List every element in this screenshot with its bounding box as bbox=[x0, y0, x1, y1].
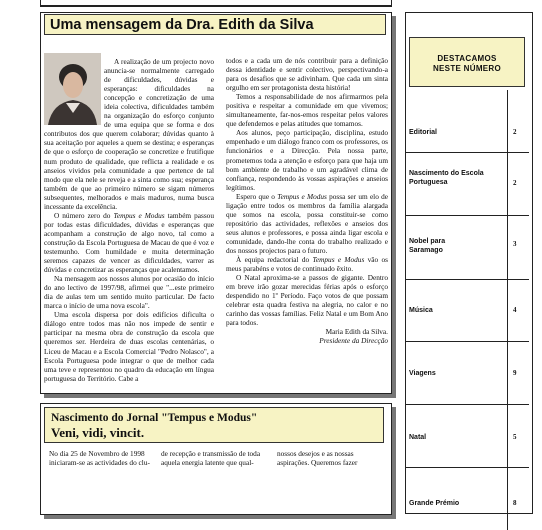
article-column: No dia 25 de Novembro de 1998 iniciaram-se as actividades do clu- bbox=[49, 449, 150, 468]
paragraph: Aos alunos, peço participação, disciplina, estudo empenhado e um diálogo franco com os professores, os funcionários e a Direcção. Pela nossa parte, prometemos toda a atenção e esforço para que haja um bom ambiente de trabalho e um agradável clima de confiança, respondendo às vossas aspirações e anseios legítimos. bbox=[226, 128, 388, 192]
toc-row[interactable] bbox=[406, 280, 529, 342]
toc-row[interactable] bbox=[406, 153, 529, 216]
paragraph: Temos a responsabilidade de nos afirmarmos pela positiva e respeitar a comunidade em que vivemos; simultaneamente, far-nos-emos respeitar pelos valores que defendemos e pelas atitudes que tomamos. bbox=[226, 92, 388, 129]
article-column: de recepção e transmissão de toda aquela energia latente que qual- bbox=[161, 449, 261, 468]
paragraph: Espero que o Tempus e Modus possa ser um elo de ligação entre todos os membros da família alargada que somos na escola, possa constituir-se como repositório das actividades, reflexões e anseios dos seus alunos e professores, e possa ainda ligar escola e comunidade, dando-lhe conta do trabalho realizado e dos nossos projectos para o futuro. bbox=[226, 191, 388, 255]
paragraph: À equipa redactorial do Tempus e Modus vão os meus parabéns e votos de continuado êxito. bbox=[226, 255, 388, 274]
article-title: Nascimento do Jornal "Tempus e Modus" bbox=[51, 412, 258, 424]
toc-row[interactable] bbox=[406, 90, 529, 153]
sidebar-heading: DESTACAMOS NESTE NÚMERO bbox=[409, 37, 525, 87]
article-column-left bbox=[44, 57, 214, 383]
paragraph: O Natal aproxima-se a passos de gigante. Dentro em breve irão gozar merecidas férias após o esforço despendido no 1º Período. Faço votos de que possam celebrar esta quadra festiva na alegria, no calor e no carinho das vossas famílias. Feliz Natal e um Bom Ano para todos. bbox=[226, 273, 388, 328]
paragraph: A realização de um projecto novo anuncia-se normalmente carregado de dificuldades, dúvidas e esperanças: dificuldades na concepção e concretização de uma ideia colectiva, dificuldades também na organização do esforço conjunto de uma equipa que se forma e dos contributos dos que querem colaborar; dúvidas quanto à sua aceitação por aqueles a quem se destina; e esperanças de que o esforço de cooperação se concretize e frutifique num produto de qualidade, que reflicta a realidade e os anseios vividos pela comunidade a que pertence de tal modo que ela nele se reveja e a sinta como sua; esperança também de que ao primeiro número se sigam números subsequentes, melhorados e mais maduros, numa busca incessante da excelência. bbox=[44, 57, 214, 211]
toc-row[interactable] bbox=[406, 216, 529, 280]
toc-page: 9 bbox=[513, 369, 517, 377]
article-column: nossos desejos e as nossas aspirações. Queremos fazer bbox=[277, 449, 358, 468]
paragraph: O número zero do Tempus e Modus também passou por todas estas dificuldades, dúvidas e esperanças que acompanham a construção de algo novo, tal como a construção da Escola Portuguesa de Macau de que é voz e testemunho. Com humildade e muita determinação seremos capazes de vencer as dificuldades, varrer as dúvidas e concretizar as esperanças que acalentamos. bbox=[44, 210, 214, 275]
toc-page: 5 bbox=[513, 433, 517, 441]
toc-page: 3 bbox=[513, 240, 517, 248]
paragraph: todos e a cada um de nós contribuir para a definição dessa identidade e sentir colectivo, perspectivando-a para os desafios que se adivinham. Que cada um sinta orgulho em ser protagonista desta história! bbox=[226, 56, 388, 93]
toc-page: 2 bbox=[513, 128, 517, 136]
toc-row[interactable] bbox=[406, 405, 529, 468]
top-box-edge bbox=[40, 0, 392, 7]
toc-row[interactable] bbox=[406, 468, 529, 530]
toc-page: 2 bbox=[513, 179, 517, 187]
paragraph: Na mensagem aos nossos alunos por ocasião do início do ano lectivo de 1997/98, afirmei que "...este primeiro dia de aulas tem um sentido muito particular. De facto marca o início de uma nova escola". bbox=[44, 274, 214, 311]
article-title-box bbox=[44, 407, 384, 443]
article-editorial bbox=[40, 12, 392, 394]
article-subtitle: Veni, vidi, vincit. bbox=[51, 425, 145, 440]
toc-label: Música bbox=[409, 307, 433, 314]
toc-label: Grande Prémio bbox=[409, 500, 460, 507]
toc-row[interactable] bbox=[406, 342, 529, 405]
toc-page: 4 bbox=[513, 306, 517, 314]
toc-label: Nascimento do Escola Portuguesa bbox=[409, 170, 484, 186]
article-column-right bbox=[226, 56, 388, 346]
toc-label: Nobel para Saramago bbox=[409, 238, 446, 254]
signature-role: Presidente da Direcção bbox=[319, 336, 388, 346]
signature: Maria Edith da Silva. bbox=[325, 327, 388, 337]
article-nascimento bbox=[40, 403, 392, 515]
paragraph: Uma escola dispersa por dois edifícios dificulta o diálogo entre todos mas não nos impede de sentir e participar na mesma obra de construção da escola que queremos ser. Herdeira de duas escolas centenárias, o Liceu de Macau e a Escola Comercial "Pedro Nolasco", a Escola Portuguesa pode integrar o que de melhor cada uma teve e representou no quadro da educação em língua portuguesa do Território. Cabe a bbox=[44, 310, 214, 383]
toc-label: Natal bbox=[409, 434, 427, 441]
toc-label: Viagens bbox=[409, 370, 436, 377]
article-title: Uma mensagem da Dra. Edith da Silva bbox=[44, 14, 386, 35]
sidebar-highlights bbox=[405, 12, 533, 514]
toc-label: Editorial bbox=[409, 129, 438, 136]
table-of-contents bbox=[406, 90, 529, 530]
toc-page: 8 bbox=[513, 499, 517, 507]
